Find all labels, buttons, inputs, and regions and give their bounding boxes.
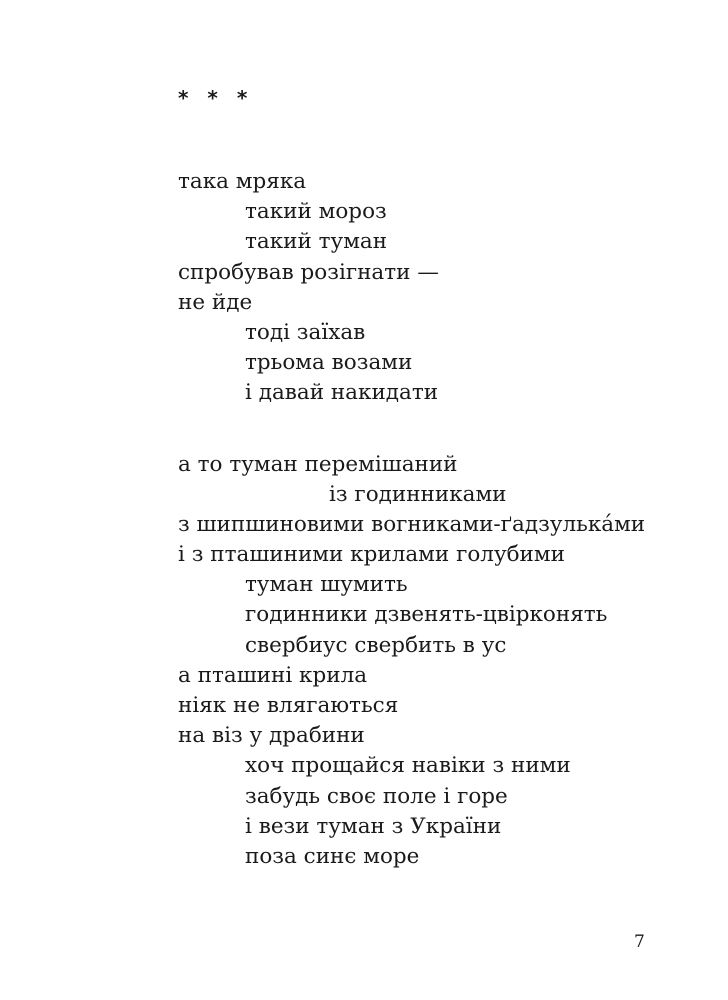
poem-line: свербиус свербить в ус	[245, 632, 507, 658]
page-number: 7	[634, 932, 645, 952]
poem-line: такий мороз	[245, 199, 387, 225]
poem-line: ніяк не влягаються	[178, 693, 399, 718]
poem-line: не йде	[178, 289, 253, 315]
poem-line: тоді заїхав	[245, 319, 366, 345]
poem-line: і вези туман з України	[245, 813, 502, 839]
stanza-1	[178, 167, 645, 409]
stanza-2	[178, 450, 645, 873]
poem-line: із годинниками	[329, 481, 507, 507]
poem	[178, 167, 645, 872]
poem-line: а пташині крила	[178, 662, 368, 688]
section-asterisks: * * *	[178, 86, 254, 110]
poem-line: хоч прощайся навіки з ними	[245, 753, 571, 779]
poem-line: на віз у драбини	[178, 723, 365, 749]
poem-line: туман шумить	[245, 572, 408, 598]
poem-line: такий туман	[245, 229, 388, 255]
poem-line: трьома возами	[245, 350, 413, 376]
poem-line: і з пташиними крилами голубими	[178, 542, 565, 568]
poem-line: така мряка	[178, 169, 307, 194]
poem-line: забудь своє поле і горе	[245, 783, 508, 809]
poem-line: спробував розігнати —	[178, 259, 439, 285]
poem-line: з шипшиновими вогниками-ґадзулька́ми	[178, 511, 646, 537]
stanza-gap	[178, 409, 645, 450]
poem-line: годинники дзвенять-цвірконять	[245, 602, 608, 628]
poem-line: а то туман перемішаний	[178, 451, 458, 477]
poem-line: і давай накидати	[245, 380, 439, 406]
poem-line: поза синє море	[245, 843, 420, 869]
